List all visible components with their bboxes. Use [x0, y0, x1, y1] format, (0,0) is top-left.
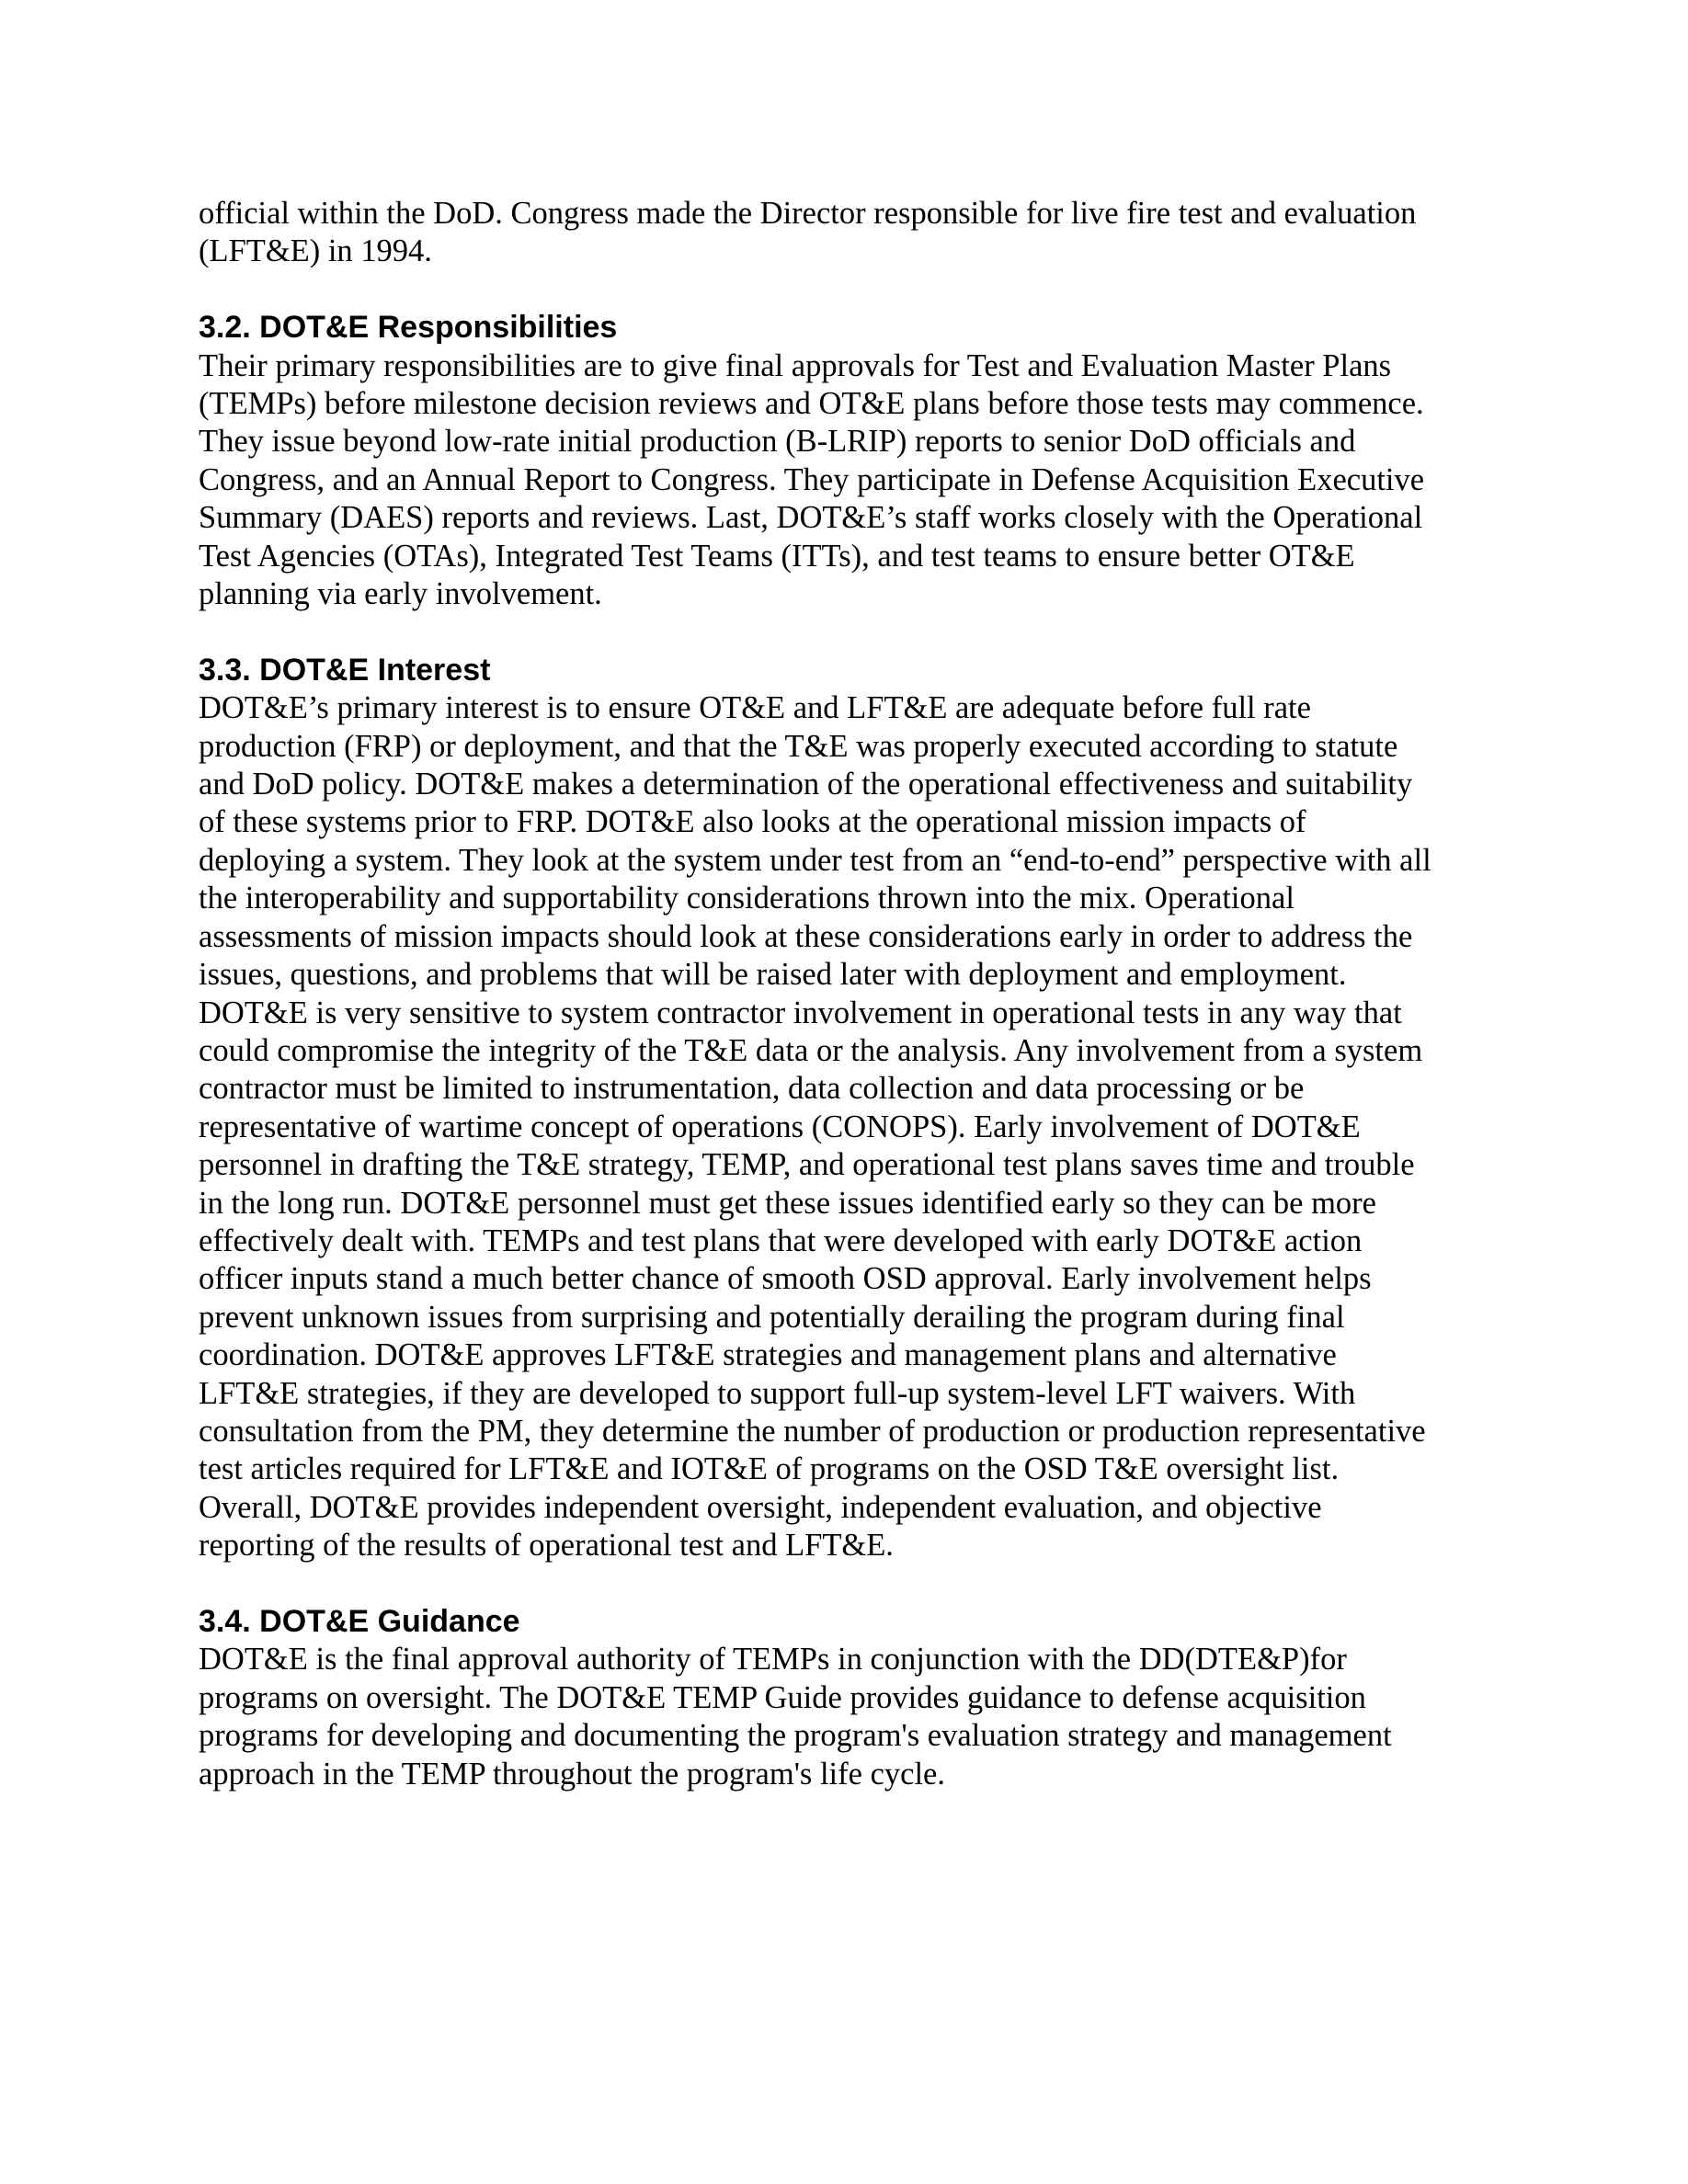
text-line: could compromise the integrity of the T&E data or the analysis. Any involvement from a system — [199, 1032, 1423, 1068]
text-line: issues, questions, and problems that will be raised later with deployment and employment. — [199, 957, 1347, 993]
text-line: programs on oversight. The DOT&E TEMP Guide provides guidance to defense acquisition — [199, 1679, 1366, 1715]
text-line: deploying a system. They look at the system under test from an “end-to-end” perspective with all — [199, 842, 1431, 878]
section-body-guidance — [199, 1641, 1495, 1793]
text-line: test articles required for LFT&E and IOT&E of programs on the OSD T&E oversight list. — [199, 1451, 1340, 1487]
text-line: Their primary responsibilities are to give final approvals for Test and Evaluation Master Plans — [199, 347, 1392, 383]
text-line: (TEMPs) before milestone decision reviews and OT&E plans before those tests may commence. — [199, 386, 1424, 422]
text-line: (LFT&E) in 1994. — [199, 233, 432, 269]
section-heading-guidance: 3.4. DOT&E Guidance — [199, 1603, 520, 1639]
text-line: production (FRP) or deployment, and that the T&E was properly executed according to statute — [199, 728, 1398, 764]
text-line: official within the DoD. Congress made the Director responsible for live fire test and evaluation — [199, 196, 1417, 231]
text-line: Summary (DAES) reports and reviews. Last, DOT&E’s staff works closely with the Operational — [199, 500, 1423, 536]
text-line: effectively dealt with. TEMPs and test plans that were developed with early DOT&E action — [199, 1223, 1363, 1258]
text-line: assessments of mission impacts should look at these considerations early in order to address the — [199, 918, 1413, 954]
text-line: officer inputs stand a much better chance of smooth OSD approval. Early involvement helps — [199, 1261, 1372, 1297]
text-line: Test Agencies (OTAs), Integrated Test Teams (ITTs), and test teams to ensure better OT&E — [199, 538, 1355, 574]
text-line: They issue beyond low-rate initial production (B-LRIP) reports to senior DoD officials and — [199, 424, 1356, 460]
text-line: prevent unknown issues from surprising and potentially derailing the program during final — [199, 1299, 1345, 1335]
section-heading-interest: 3.3. DOT&E Interest — [199, 652, 491, 688]
text-line: representative of wartime concept of operations (CONOPS). Early involvement of DOT&E — [199, 1109, 1361, 1144]
text-line: the interoperability and supportability considerations thrown into the mix. Operational — [199, 881, 1295, 916]
intro-paragraph — [199, 195, 1495, 271]
text-line: DOT&E is the final approval authority of TEMPs in conjunction with the DD(DTE&P)for — [199, 1642, 1347, 1678]
text-line: Congress, and an Annual Report to Congress. They participate in Defense Acquisition Executive — [199, 461, 1425, 497]
text-line: LFT&E strategies, if they are developed to support full-up system-level LFT waivers. With — [199, 1375, 1356, 1411]
text-line: in the long run. DOT&E personnel must get these issues identified early so they can be more — [199, 1185, 1376, 1221]
text-line: consultation from the PM, they determine the number of production or production representative — [199, 1413, 1426, 1449]
section-body-interest — [199, 689, 1495, 1564]
text-line: approach in the TEMP throughout the program's life cycle. — [199, 1756, 945, 1792]
text-line: Overall, DOT&E provides independent oversight, independent evaluation, and objective — [199, 1489, 1322, 1525]
text-line: personnel in drafting the T&E strategy, TEMP, and operational test plans saves time and trouble — [199, 1147, 1415, 1183]
text-line: DOT&E is very sensitive to system contractor involvement in operational tests in any way that — [199, 995, 1402, 1030]
text-line: coordination. DOT&E approves LFT&E strategies and management plans and alternative — [199, 1337, 1337, 1373]
section-body-responsibilities — [199, 347, 1495, 614]
document-page — [199, 195, 1495, 1793]
section-heading-responsibilities: 3.2. DOT&E Responsibilities — [199, 310, 618, 346]
text-line: programs for developing and documenting the program's evaluation strategy and management — [199, 1718, 1392, 1754]
text-line: of these systems prior to FRP. DOT&E also looks at the operational mission impacts of — [199, 804, 1306, 840]
text-line: reporting of the results of operational test and LFT&E. — [199, 1528, 894, 1564]
text-line: and DoD policy. DOT&E makes a determination of the operational effectiveness and suitability — [199, 767, 1413, 802]
text-line: planning via early involvement. — [199, 576, 602, 612]
text-line: contractor must be limited to instrumentation, data collection and data processing or be — [199, 1071, 1305, 1107]
text-line: DOT&E’s primary interest is to ensure OT&E and LFT&E are adequate before full rate — [199, 690, 1311, 726]
